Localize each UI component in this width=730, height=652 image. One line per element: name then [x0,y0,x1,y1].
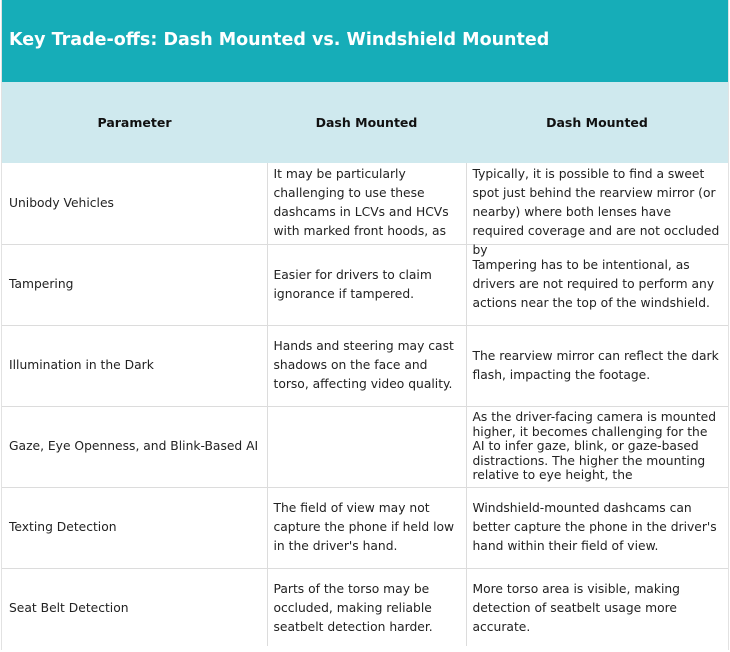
cell-windshield [466,568,728,649]
table-row [2,406,728,487]
cell-parameter [2,325,267,406]
title-bar [2,0,728,82]
dash-text: The field of view may not capture the phone if held low in the driver's hand. [273,501,455,553]
cell-dash [267,244,466,325]
row-label: Gaze, Eye Openness, and Blink-Based AI [9,439,259,453]
table-row [2,244,728,325]
dash-text: Parts of the torso may be occluded, making reliable seatbelt detection harder. [273,582,433,635]
cell-windshield [466,487,728,568]
cell-parameter [2,487,267,568]
table-header-row [2,82,728,163]
windshield-text: More torso area is visible, making detection of seatbelt usage more accurate. [472,582,680,635]
cell-windshield [466,244,728,325]
bottom-edge [2,646,728,650]
tradeoffs-table [2,82,728,649]
cell-dash [267,325,466,406]
table-row [2,487,728,568]
cell-windshield [466,325,728,406]
page-title: Key Trade-offs: Dash Mounted vs. Windshield Mounted [9,30,550,50]
comparison-card [1,0,729,650]
cell-parameter [2,568,267,649]
row-label: Illumination in the Dark [9,358,154,372]
cell-dash [267,568,466,649]
table-row [2,568,728,649]
header-dash-mounted: Dash Mounted [267,82,466,163]
windshield-text: Typically, it is possible to find a sweet spot just behind the rearview mirror (or nearby) where both lenses have required coverage and are not occluded by [472,167,720,258]
cell-windshield [466,163,728,258]
cell-dash [267,406,466,487]
windshield-text: Tampering has to be intentional, as drivers are not required to perform any actions near the top of the windshield. [472,258,715,310]
windshield-text: As the driver-facing camera is mounted higher, it becomes challenging for the AI to infer gaze, blink, or gaze-based distractions. The higher the mounting relative to eye height, the [472,410,717,483]
row-label: Tampering [9,277,74,291]
cell-windshield [466,406,728,487]
header-parameter: Parameter [2,82,267,163]
cell-dash [267,163,466,244]
cell-parameter [2,163,267,244]
dash-text: It may be particularly challenging to use these dashcams in LCVs and HCVs with marked front hoods, as [273,167,449,239]
row-label: Unibody Vehicles [9,195,114,210]
table-row [2,163,728,244]
cell-parameter [2,406,267,487]
dash-text: Hands and steering may cast shadows on the face and torso, affecting video quality. [273,339,454,391]
table-row [2,325,728,406]
row-label: Seat Belt Detection [9,601,129,616]
windshield-text: The rearview mirror can reflect the dark flash, impacting the footage. [472,348,719,382]
windshield-text: Windshield-mounted dashcams can better capture the phone in the driver's hand within their field of view. [472,501,717,553]
cell-dash [267,487,466,568]
header-windshield-mounted: Dash Mounted [466,82,728,163]
dash-text: Easier for drivers to claim ignorance if tampered. [273,267,432,301]
row-label: Texting Detection [9,520,117,534]
cell-parameter [2,244,267,325]
